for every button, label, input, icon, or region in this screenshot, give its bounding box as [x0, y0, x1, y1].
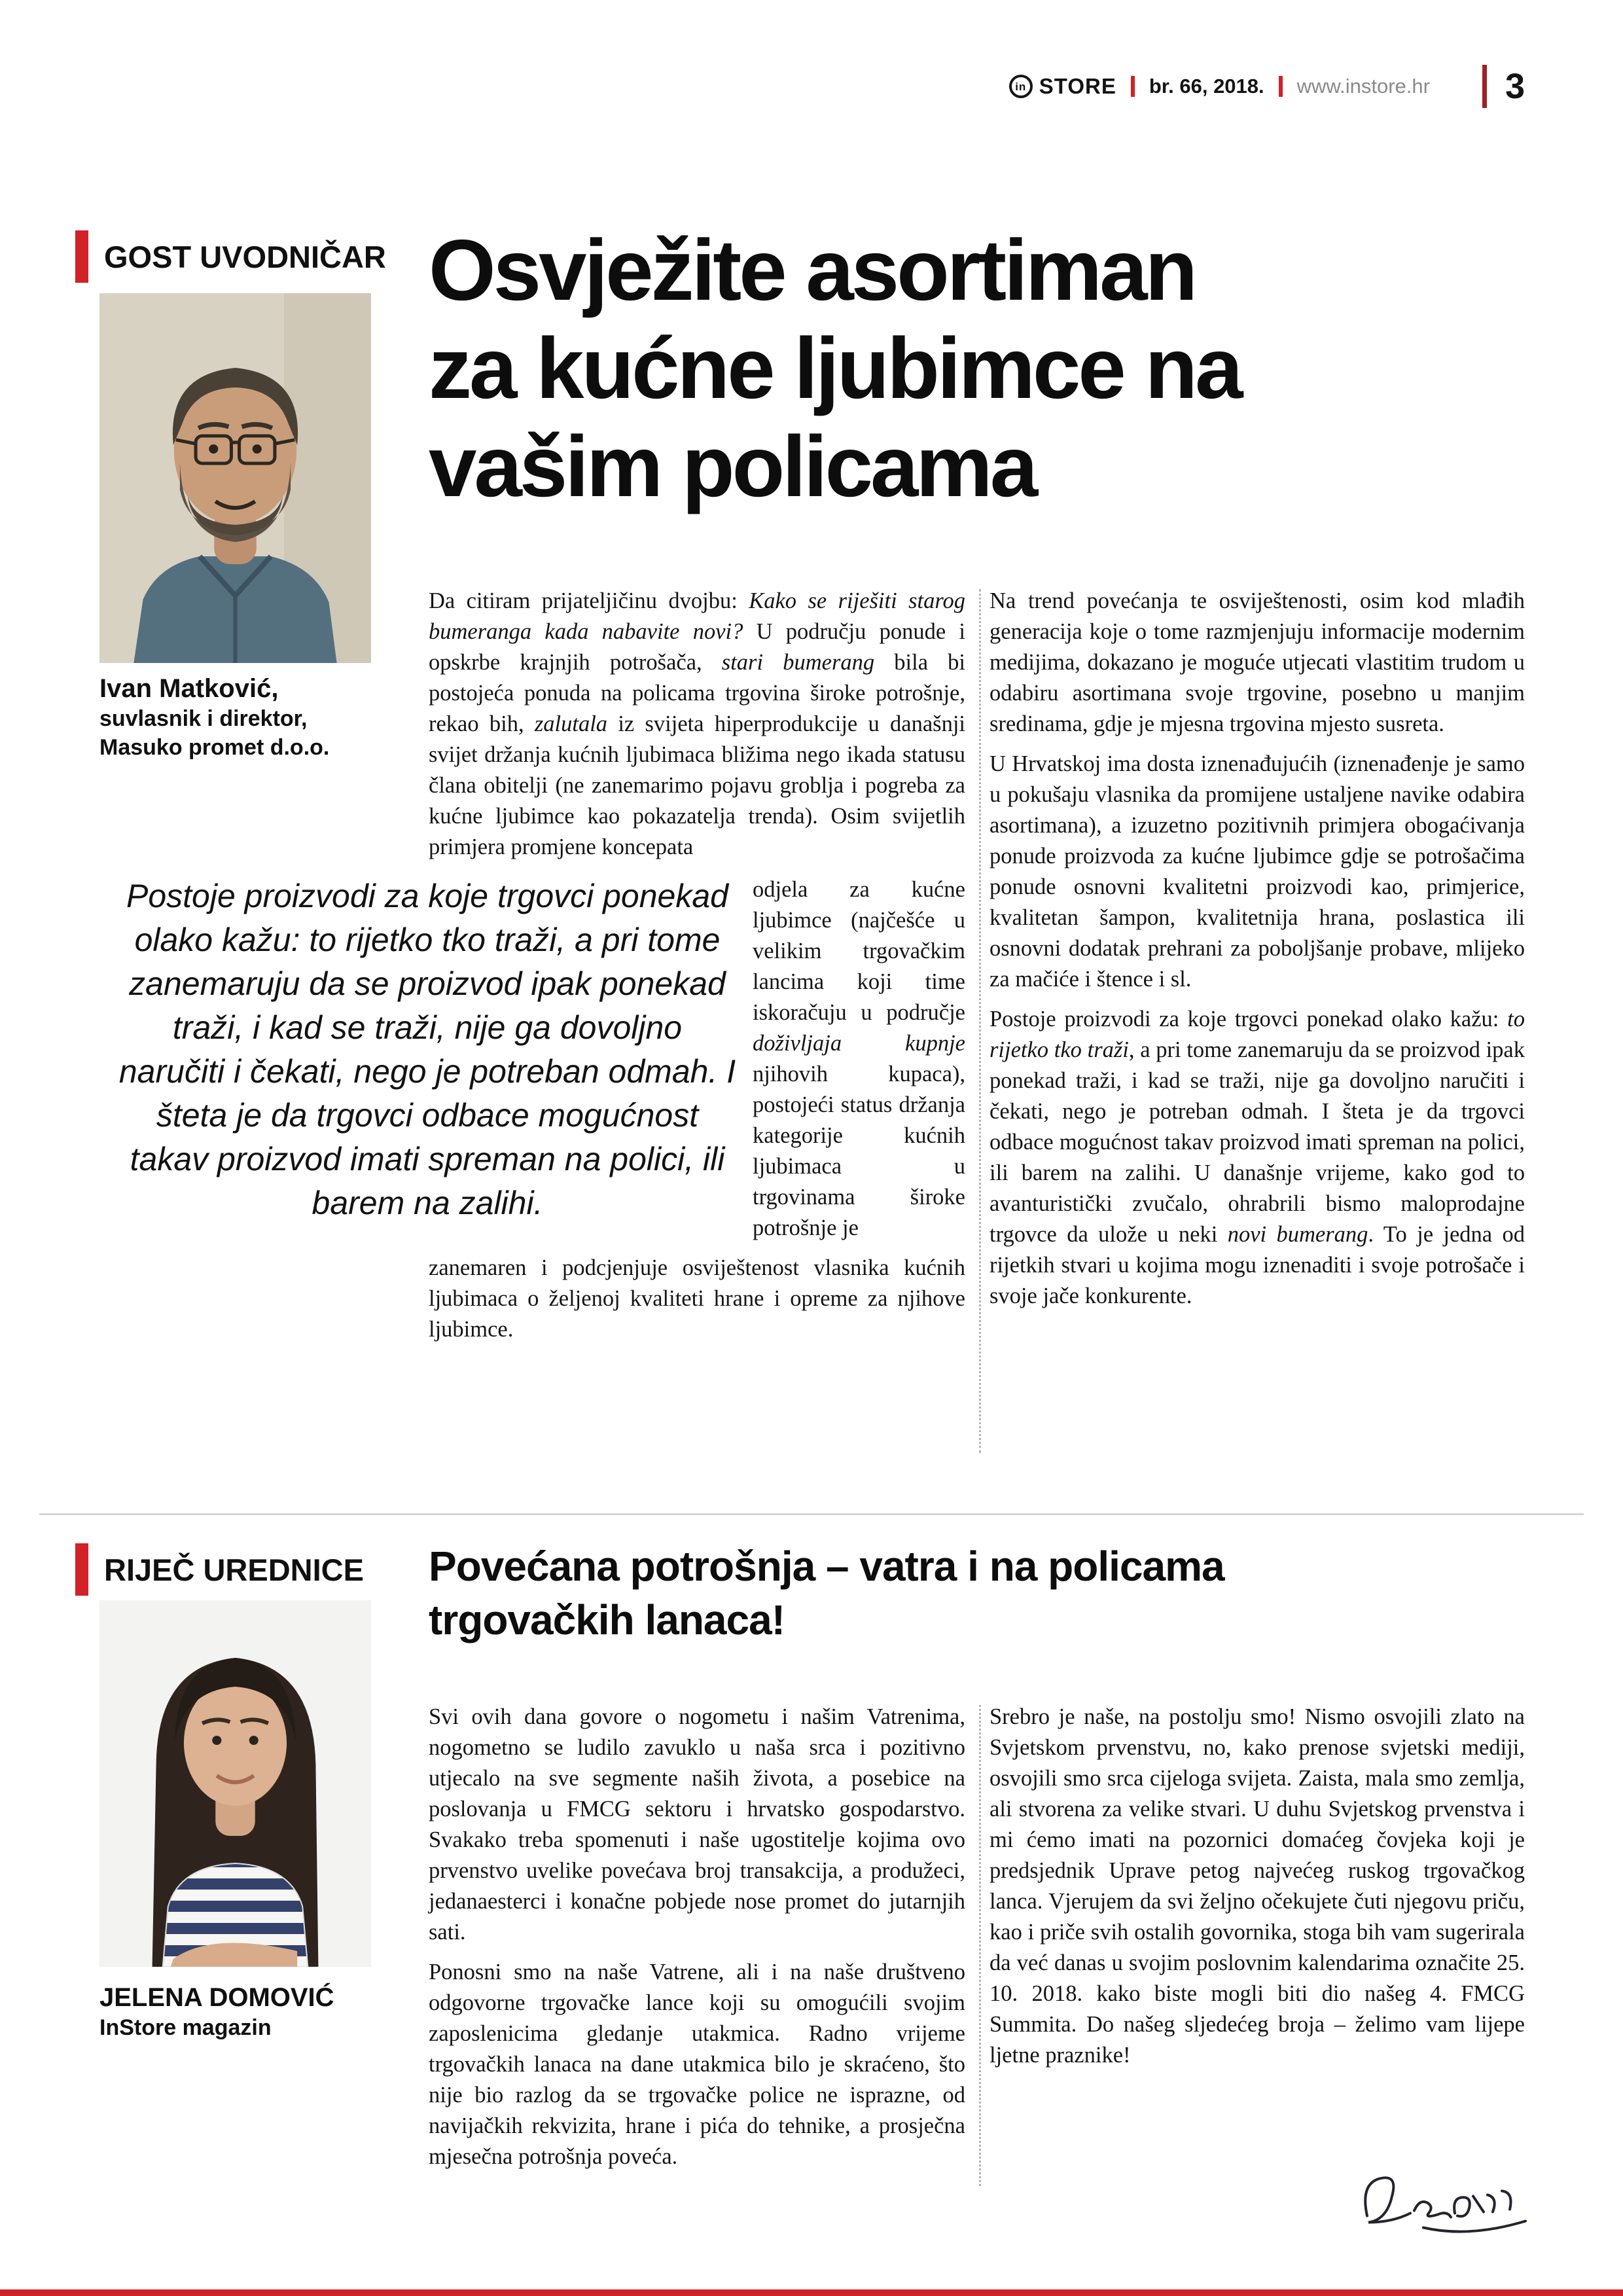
pull-quote: Postoje proizvodi za koje trgovci ponekad olako kažu: to rijetko tko traži, a pri tome zanemaruju da se proizvod ipak ponekad traži, i kad se traži, nije ga dovoljno naručiti i čekati, nego je potreban odmah. I šteta je da trgovci odbace mogućnost takav proizvod imati spreman na polici, ili barem na zalihi. — [118, 878, 736, 1221]
accent-bar — [75, 1543, 88, 1596]
portrait-illustration — [99, 293, 371, 663]
author-company: Masuko promet d.o.o. — [99, 735, 330, 760]
author-role: suvlasnik i direktor, — [99, 706, 308, 731]
page-number: 3 — [1505, 67, 1525, 106]
section-label-text: RIJEČ UREDNICE — [104, 1552, 364, 1587]
headline-line: Povećana potrošnja – vatra i na policama — [429, 1543, 1224, 1590]
body-paragraph: odjela za kućne ljubimce (najčešće u velikim trgovačkim lancima koji time iskoračuju u područje doživljaja kupnje njihovih kupaca), postojeći status držanja kategorije kućnih ljubimaca u trgovinama široke potrošnje je — [753, 877, 965, 1240]
headline-line: Osvježite asortiman — [429, 222, 1196, 318]
headline-line: trgovačkih lanaca! — [429, 1596, 785, 1643]
instore-logo — [1009, 74, 1116, 99]
headline-line: za kućne ljubimce na — [429, 320, 1241, 416]
page-header — [75, 60, 1525, 113]
body-paragraph: Da citiram prijateljičinu dvojbu: Kako se riješiti starog bumeranga kada nabavite novi? U području ponude i opskrbe krajnjih potrošača, stari bumerang bila bi postojeća ponuda na policama trgovina široke potrošnje, rekao bih, zalutala iz svijeta hiperprodukcije u današnji svijet držanja kućnih ljubimaca bližima nego ikada statusu člana obitelji (ne zanemarimo pojavu groblja i pogreba za kućne ljubimce kao pokazatelja trenda). Osim svijetlih primjera promjene koncepata — [429, 588, 966, 859]
column-dotted-divider — [979, 589, 981, 1453]
body-paragraph: Srebro je naše, na postolju smo! Nismo osvojili zlato na Svjetskom prvenstvu, no, kako prenose svjetski mediji, osvojili smo srca cijeloga svijeta. Zaista, mala smo zemlja, ali stvorena za velike stvari. U duhu Svjetskog prvenstva i mi ćemo imati na pozornici domaćeg čovjeka koji je predsjednik Uprave petog najvećeg ruskog trgovačkog lanca. Vjerujem da svi željno očekujete čuti njegovu priču, kao i priče svih ostalih govornika, stoga bih vam sugerirala da već danas u svojim poslovnim kalendarima označite 25. 10. 2018. kako biste mogli biti dio našeg 4. FMCG Summita. Do našeg sljedećeg broja – želimo vam lijepe ljetne praznike! — [990, 1704, 1525, 2068]
author-caption-ivan — [99, 673, 329, 762]
signature-scribble — [1345, 2157, 1541, 2238]
section-label-gost-uvodnicar — [75, 230, 386, 283]
editor-letter-headline — [429, 1539, 1224, 1647]
page-bottom-accent-rule — [0, 2289, 1623, 2296]
body-paragraph: Na trend povećanja te osviještenosti, osim kod mlađih generacija koje o tome razmjenjuju informacije modernim medijima, dokazano je moguće utjecati vlastitim trudom u odabiru asortimana svoje trgovine, posebno u manjim sredinama, gdje je mjesna trgovina mjesto susreta. — [990, 588, 1525, 736]
pull-quote-row — [116, 874, 965, 1244]
headline-line: vašim policama — [429, 418, 1036, 514]
header-separator-icon — [1279, 76, 1283, 97]
column-dotted-divider — [979, 1705, 981, 2186]
header-separator-icon — [1131, 76, 1135, 97]
accent-bar — [75, 230, 88, 283]
body-paragraph: U Hrvatskoj ima dosta iznenađujućih (iznenađenje je samo u pokušaju vlasnika da promijene ustaljene navike odabira asortimana), a izuzetno pozitivnih primjera obogaćivanja ponude proizvoda za kućne ljubimce gdje se potrošačima ponude osnovni kvalitetni proizvodi kao, primjerice, kvalitetan šampon, kvalitetnija hrana, poslastica ili osnovni dodatak prehrani za poboljšanje probave, mlijeko za mačiće i štence i sl. — [990, 751, 1525, 992]
body-paragraph: Ponosni smo na naše Vatrene, ali i na naše društveno odgovorne trgovačke lance koji su omogućili svojim zaposlenicima gledanje utakmica. Radno vrijeme trgovačkih lanaca na dane utakmica bilo je skraćeno, što nije bio razlog da se trgovačke police ne isprazne, od navijačkih rekvizita, hrane i pića do tehnike, a prosječna mjesečna potrošnja poveća. — [429, 1960, 965, 2169]
section-divider-rule — [39, 1513, 1584, 1515]
website-url: www.instore.hr — [1296, 75, 1430, 98]
page-number-divider — [1482, 65, 1487, 108]
author-caption-jelena — [99, 1982, 334, 2042]
portrait-photo-ivan-matkovic — [99, 293, 371, 663]
author-role: InStore magazin — [99, 2015, 272, 2040]
body-paragraph: Svi ovih dana govore o nogometu i našim Vatrenima, nogometno se ludilo zavuklo u naša srca i pozitivno utjecalo na sve segmente naših života, a posebice na poslovanja u FMCG sektoru i hrvatsko gospodarstvo. Svakako treba spomenuti i naše ugostitelje kojima ovo prvenstvo uvelike povećava broj transakcija, a produžeci, jedanaesterci i konačne pobjede nose promet do jutarnjih sati. — [429, 1704, 965, 1945]
author-name: Ivan Matković, — [99, 674, 279, 703]
signature-handwriting — [1345, 2157, 1541, 2238]
body-paragraph: Postoje proizvodi za koje trgovci ponekad olako kažu: to rijetko tko traži, a pri tome zanemaruju da se proizvod ipak ponekad traži, i kad se traži, nije ga dovoljno naručiti i čekati, nego je potreban odmah. I šteta je da trgovci odbace mogućnost takav proizvod imati spreman na polici, ili barem na zalihi. U današnje vrijeme, kako god to avanturistički zvučalo, ohrabrili bismo maloprodajne trgovce da ulože u neki novi bumerang. To je jedna od rijetkih stvari u kojima mogu iznenaditi i svoje potrošače i svoje jače konkurente. — [990, 1007, 1525, 1308]
editor-column-left — [429, 1702, 965, 2172]
instore-logo-text: STORE — [1039, 74, 1116, 98]
author-name: JELENA DOMOVIĆ — [99, 1983, 334, 2012]
editorial-column-right — [990, 586, 1525, 1312]
narrow-text-column — [753, 874, 965, 1244]
body-paragraph: zanemaren i podcjenjuje osviještenost vlasnika kućnih ljubimaca o željenoj kvaliteti hrane i opreme za njihove ljubimce. — [429, 1255, 965, 1342]
portrait-illustration — [99, 1600, 371, 1967]
guest-editorial-headline — [429, 221, 1240, 516]
instore-logo-icon: in — [1009, 75, 1033, 98]
portrait-photo-jelena-domovic — [99, 1600, 371, 1967]
section-label-rijec-urednice — [75, 1543, 364, 1596]
issue-number: br. 66, 2018. — [1149, 75, 1264, 98]
editor-column-right — [990, 1702, 1525, 2071]
section-label-text: GOST UVODNIČAR — [104, 239, 386, 274]
